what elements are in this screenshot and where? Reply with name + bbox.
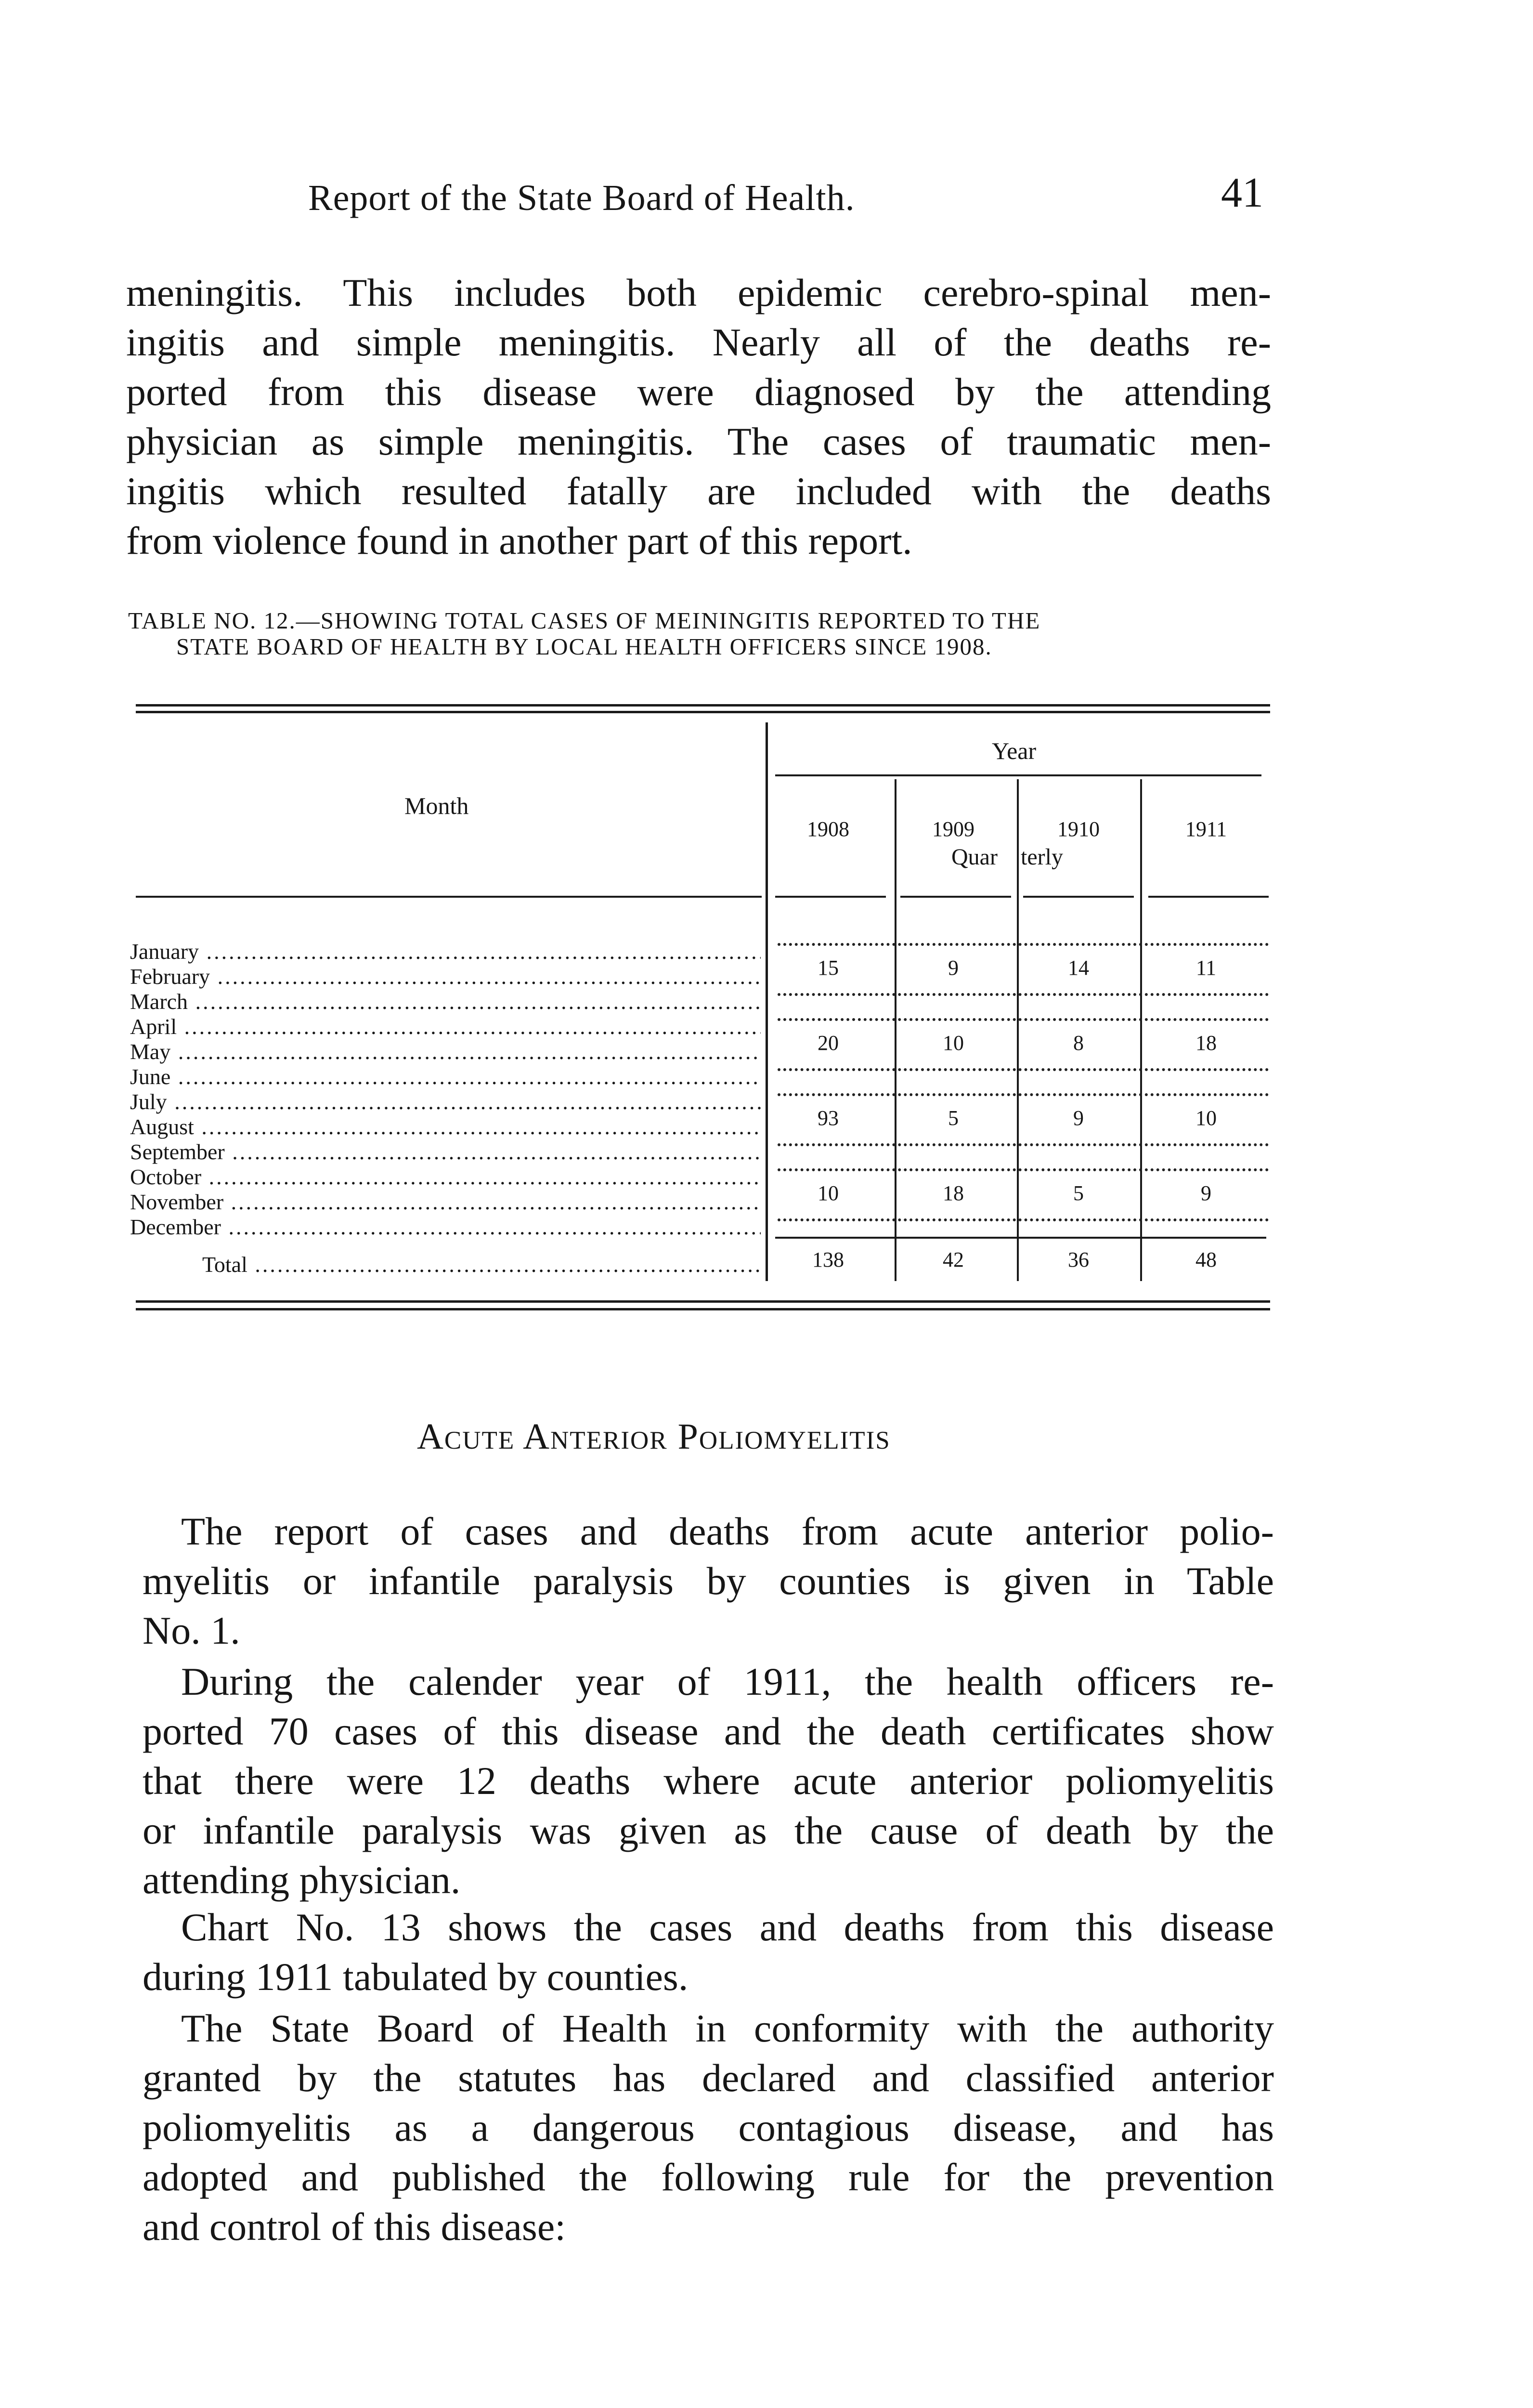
dotted-separator [778,1093,1269,1096]
q3-1911: 10 [1195,1106,1217,1130]
total-rule [775,1237,1266,1239]
quarterly-label-right: terly [1021,844,1063,870]
running-head: Report of the State Board of Health. [308,178,855,218]
intro-paragraph [126,268,1271,565]
table-bottom-rule [136,1300,1270,1303]
column-divider [895,779,896,1281]
table-bottom-rule [136,1308,1270,1310]
q1-1908: 15 [818,956,839,980]
header-rule [1148,896,1269,898]
text-line: The report of cases and deaths from acute anterior polio- [181,1509,1274,1553]
month-september: September ..... [130,1139,761,1165]
table-top-rule [136,711,1270,713]
text-line: from violence found in another part of this report. [126,519,912,563]
header-rule [136,896,762,898]
text-line: meningitis. This includes both epidemic cerebro-spinal men- [126,271,1271,314]
month-december: December ..... [130,1215,761,1240]
text-line: that there were 12 deaths where acute anterior poliomyelitis [143,1759,1274,1803]
column-divider [766,722,768,1281]
text-line: Chart No. 13 shows the cases and deaths from this disease [181,1905,1274,1949]
year-1910-header: 1910 [1057,817,1100,841]
column-divider [1017,779,1019,1281]
text-line: adopted and published the following rule for the prevention [143,2155,1274,2199]
q1-1910: 14 [1068,956,1089,980]
text-line: ingitis and simple meningitis. Nearly all of the deaths re- [126,320,1271,364]
dotted-separator [778,1018,1269,1021]
paragraph [143,1902,1274,2002]
total-label: Total ..... [202,1252,761,1277]
year-1908-header: 1908 [807,817,849,841]
q2-1909: 10 [943,1031,964,1055]
month-march: March ..... [130,989,761,1014]
q1-1911: 11 [1195,956,1217,980]
header-rule [775,896,886,898]
text-line: attending physician. [143,1858,461,1902]
year-1909-header: 1909 [932,817,974,841]
total-1910: 36 [1068,1248,1089,1271]
year-1911-header: 1911 [1185,817,1227,841]
q2-1910: 8 [1073,1031,1084,1055]
dotted-separator [778,1218,1269,1221]
total-1911: 48 [1195,1248,1217,1271]
quarterly-label-left: Quar [951,844,998,870]
caption-line-2: STATE BOARD OF HEALTH BY LOCAL HEALTH OFFICERS SINCE 1908. [176,633,992,660]
text-line: myelitis or infantile paralysis by counties is given in Table [143,1559,1274,1603]
month-may: May ..... [130,1039,761,1064]
text-line: ported 70 cases of this disease and the death certificates show [143,1709,1274,1753]
month-january: January ..... [130,939,761,964]
text-line: During the calender year of 1911, the health officers re- [181,1660,1274,1703]
text-line: during 1911 tabulated by counties. [143,1955,689,1999]
text-line: granted by the statutes has declared and classified anterior [143,2056,1274,2100]
total-1908: 138 [812,1248,844,1271]
text-line: ingitis which resulted fatally are included with the deaths [126,469,1271,513]
text-line: and control of this disease: [143,2205,566,2249]
header-rule [900,896,1011,898]
text-line: The State Board of Health in conformity with the authority [181,2006,1274,2050]
text-line: physician as simple meningitis. The cases of traumatic men- [126,419,1271,463]
paragraph [143,1657,1274,1905]
month-february: February ..... [130,964,761,989]
total-1909: 42 [943,1248,964,1271]
dotted-separator [778,1143,1269,1146]
dotted-separator [778,943,1269,946]
header-rule [1023,896,1134,898]
q4-1908: 10 [818,1181,839,1205]
year-span-rule [775,774,1261,776]
year-header: Year [992,737,1037,764]
month-june: June ..... [130,1064,761,1089]
month-header: Month [404,792,469,819]
dotted-separator [778,1168,1269,1171]
month-july: July ..... [130,1089,761,1114]
section-title: Acute Anterior Poliomyelitis [417,1416,891,1457]
text-line: ported from this disease were diagnosed by the attending [126,370,1271,414]
text-line: poliomyelitis as a dangerous contagious disease, and has [143,2106,1274,2149]
text-line: or infantile paralysis was given as the cause of death by the [143,1808,1274,1852]
month-november: November ..... [130,1190,761,1215]
column-divider [1140,779,1142,1281]
q3-1909: 5 [948,1106,959,1130]
q1-1909: 9 [948,956,959,980]
dotted-separator [778,1068,1269,1071]
caption-line-1: TABLE NO. 12.—SHOWING TOTAL CASES OF MEININGITIS REPORTED TO THE [128,607,1041,634]
q4-1910: 5 [1073,1181,1084,1205]
paragraph [143,2003,1274,2251]
q2-1911: 18 [1195,1031,1217,1055]
month-october: October ..... [130,1165,761,1190]
dotted-separator [778,993,1269,996]
table-top-rule [136,704,1270,707]
q4-1911: 9 [1201,1181,1211,1205]
text-line: No. 1. [143,1609,240,1652]
table-caption [128,608,1274,660]
month-april: April ..... [130,1014,761,1039]
month-august: August ..... [130,1114,761,1139]
page-number: 41 [1221,170,1263,216]
q2-1908: 20 [818,1031,839,1055]
q3-1908: 93 [818,1106,839,1130]
q4-1909: 18 [943,1181,964,1205]
q3-1910: 9 [1073,1106,1084,1130]
paragraph [143,1506,1274,1655]
